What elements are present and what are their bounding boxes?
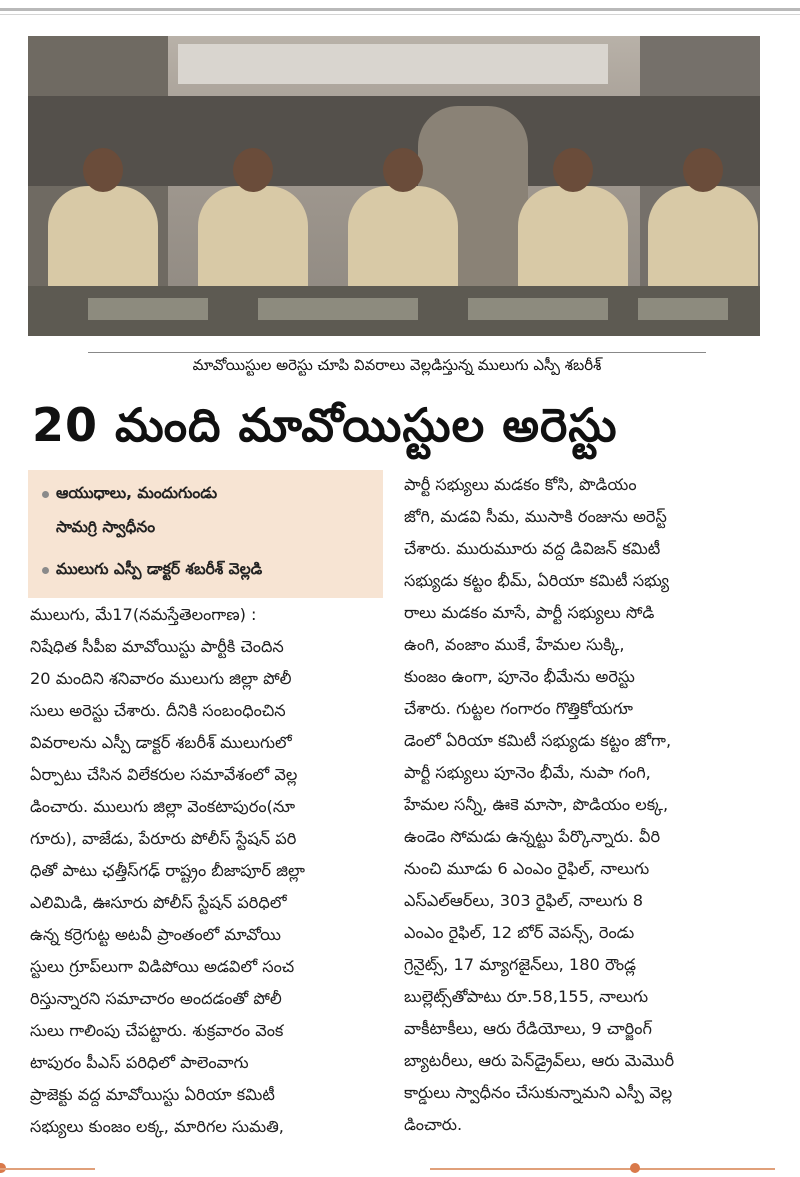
article-line: పార్టీ సభ్యులు మడకం కోసి, పొడియం [404,475,637,494]
article-line: గ్రెనైట్స్, 17 మ్యాగజైన్‌లు, 180 రౌండ్ల [404,955,637,974]
article-line: నిషేధిత సీపీఐ మావోయిస్టు పార్టీకి చెందిన [30,637,284,656]
article-line: ఎస్ఎల్ఆర్‌లు, 303 రైఫిల్, నాలుగు 8 [404,891,644,910]
photo-caption: మావోయిస్టుల అరెస్టు చూపి వివరాలు వెల్లడిస్తున్న ములుగు ఎస్పీ శబరీశ్ [88,352,706,377]
article-line: గూరు), వాజేడు, పేరూరు పోలీస్ స్టేషన్ పరి [30,829,297,848]
article-line: టాపురం పీఎస్ పరిధిలో పాలెంవాగు [30,1053,249,1072]
article-line: కార్డులు స్వాధీనం చేసుకున్నామని ఎస్పీ వెల్ల [404,1083,673,1102]
article-line: సులు అరెస్టు చేశారు. దీనికి సంబంధించిన [30,701,286,720]
article-line: కుంజం ఉంగా, పూనెం భీమేను అరెస్టు [404,667,635,686]
article-line: హేమల సన్నీ, ఊకె మాసా, పొడియం లక్క, [404,795,669,814]
article-line: ఎలిమిడి, ఊసూరు పోలీస్ స్టేషన్ పరిధిలో [30,893,287,912]
article-line: ఉంగి, వంజాం ముకే, హేమల సుక్కి, [404,635,625,654]
article-line: స్టులు గ్రూప్‌లుగా విడిపోయి అడవిలో సంచ [30,957,295,976]
footer-rule-left [0,1168,95,1170]
article-line: ఉండెం సోమడు ఉన్నట్టు పేర్కొన్నారు. వీరి [404,827,661,846]
article-line: ఏర్పాటు చేసిన విలేకరుల సమావేశంలో వెల్ల [30,765,298,784]
article-line: డెంలో ఏరియా కమిటీ సభ్యుడు కట్టం జోగా, [404,731,672,750]
article-line: 20 మందిని శనివారం ములుగు జిల్లా పోలీ [30,669,292,688]
article-line: జోగి, మడవి సీమ, ముసాకి రంజును అరెస్ట్ [404,507,667,526]
article-line: రిస్తున్నారని సమాచారం అందడంతో పోలీ [30,989,282,1008]
article-line: బ్యాటరీలు, ఆరు పెన్‌డ్రైవ్‌లు, ఆరు మెమొరీ [404,1051,675,1070]
article-line: వాకీటాకీలు, ఆరు రేడియోలు, 9 చార్జింగ్ [404,1019,652,1038]
article-line: నుంచి మూడు 6 ఎంఎం రైఫిల్, నాలుగు [404,859,650,878]
article-line: బుల్లెట్స్‌తోపాటు రూ.58,155, నాలుగు [404,987,649,1006]
article-line: ఉన్న కర్రెగుట్ట అటవీ ప్రాంతంలో మావోయి [30,925,281,944]
footer-rule-right [430,1168,775,1170]
article-line: చేశారు. గుట్టల గంగారం గొత్తికోయగూ [404,699,633,718]
highlights-box: ఆయుధాలు, మందుగుండు సామగ్రి స్వాధీనం ములుగు ఎస్పీ డాక్టర్ శబరీశ్ వెల్లడి [28,470,383,598]
article-line: ప్రాజెక్టు వద్ద మావోయిస్టు ఏరియా కమిటీ [30,1085,275,1104]
photo-seized-item [468,298,608,320]
photo-officer [348,186,458,296]
article-line: పార్టీ సభ్యులు పూనెం భీమే, నుపా గంగి, [404,763,651,782]
photo-officer [648,186,758,296]
article-line: రాలు మడకం మాసే, పార్టీ సభ్యులు సోడి [404,603,655,622]
photo-officer [198,186,308,296]
article-line: ధితో పాటు ఛత్తీస్‌గఢ్ రాష్ట్రం బీజాపూర్ జిల్లా [30,861,305,880]
bullet-icon [42,567,49,574]
bullet-icon [42,491,49,498]
photo-officer [48,186,158,296]
article-line: ములుగు, మే17(నమస్తేతెలంగాణ) : [30,605,257,624]
headline: 20 మంది మావోయిస్టుల అరెస్టు [32,398,618,452]
news-photo [28,36,760,336]
article-line: ఎంఎం రైఫిల్, 12 బోర్ వెపన్స్, రెండు [404,923,635,942]
article-line: చేశారు. మురుమూరు వద్ద డివిజన్ కమిటీ [404,539,661,558]
photo-seized-item [88,298,208,320]
article-line: వివరాలను ఎస్పీ డాక్టర్ శబరీశ్ ములుగులో [30,733,292,752]
photo-seized-item [258,298,418,320]
article-line: సభ్యుడు కట్టం భీమ్, ఏరియా కమిటీ సభ్యు [404,571,670,590]
top-rule [0,8,800,11]
photo-officer [518,186,628,296]
photo-banner [178,44,608,84]
photo-seized-item [638,298,728,320]
article-line: సభ్యులు కుంజం లక్క, మారిగల సుమతి, [30,1117,284,1136]
article-line: సులు గాలింపు చేపట్టారు. శుక్రవారం వెంక [30,1021,284,1040]
top-rule-thin [0,14,800,15]
footer-ornament [630,1163,640,1173]
article-line: డించారు. ములుగు జిల్లా వెంకటాపురం(నూ [30,797,296,816]
article-line: డించారు. [404,1115,463,1134]
